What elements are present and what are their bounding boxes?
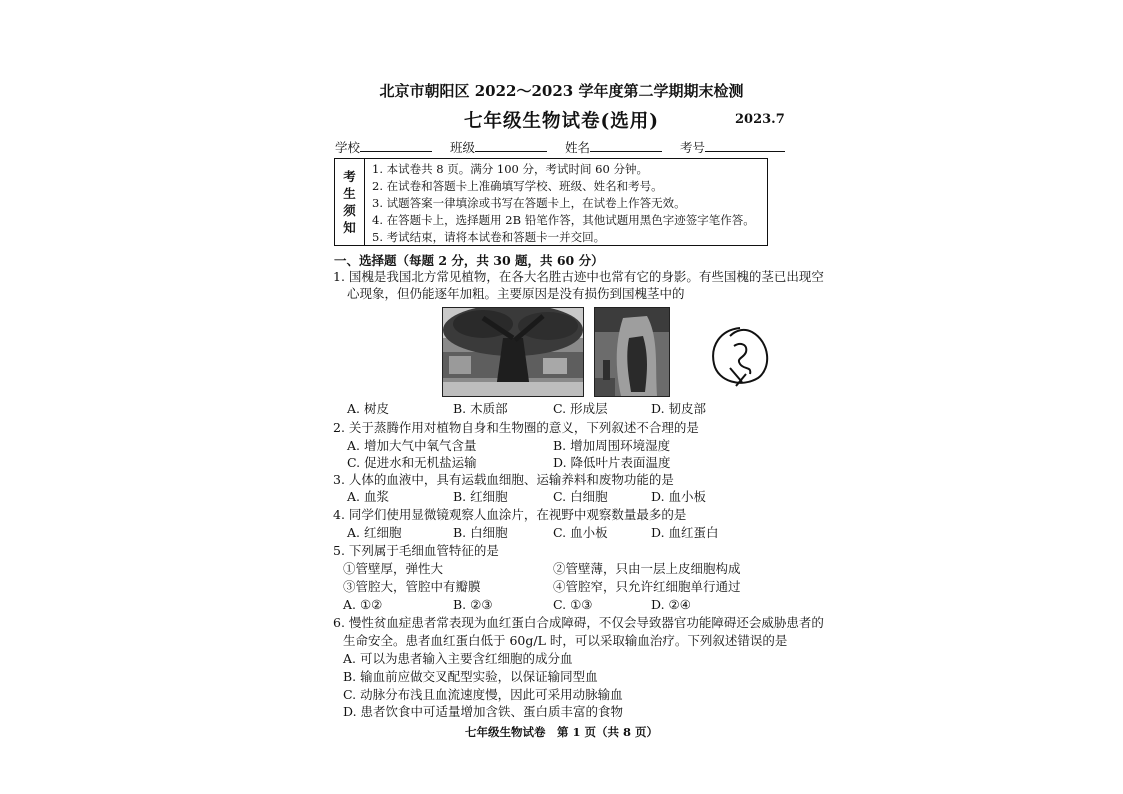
notice-side-label: 考 生 须 知 — [335, 159, 365, 245]
q4-option-b: B. 白细胞 — [453, 525, 508, 540]
notice-rule: 4. 在答题卡上，选择题用 2B 铅笔作答，其他试题用黑色字迹签字笔作答。 — [372, 213, 755, 227]
question-4-stem: 4. 同学们使用显微镜观察人血涂片，在视野中观察数量最多的是 — [333, 507, 687, 522]
q3-option-b: B. 红细胞 — [453, 489, 508, 504]
q3-option-d: D. 血小板 — [651, 489, 707, 504]
notice-rule: 1. 本试卷共 8 页。满分 100 分，考试时间 60 分钟。 — [372, 162, 648, 176]
notice-rule: 2. 在试卷和答题卡上准确填写学校、班级、姓名和考号。 — [372, 179, 663, 193]
exam-notice-box — [334, 158, 768, 246]
q6-option-a: A. 可以为患者输入主要含红细胞的成分血 — [343, 651, 573, 666]
question-5-stem: 5. 下列属于毛细血管特征的是 — [333, 543, 499, 558]
q6-option-c: C. 动脉分布浅且血流速度慢，因此可采用动脉输血 — [343, 687, 623, 702]
q1-option-d: D. 韧皮部 — [651, 401, 707, 416]
notice-rule: 3. 试题答案一律填涂或书写在答题卡上，在试卷上作答无效。 — [372, 196, 686, 210]
q5-option-a: A. ①② — [343, 597, 383, 612]
q5-item-3: ③管腔大，管腔中有瓣膜 — [343, 579, 481, 594]
exam-date: 2023.7 — [735, 112, 785, 127]
q4-option-a: A. 红细胞 — [347, 525, 402, 540]
q2-option-a: A. 增加大气中氧气含量 — [347, 438, 477, 453]
notice-rules — [372, 161, 755, 246]
question-6-stem: 6. 慢性贫血症患者常表现为血红蛋白合成障碍，不仅会导致器官功能障碍还会威胁患者的 — [333, 615, 824, 630]
q1-option-b: B. 木质部 — [453, 401, 508, 416]
name-label: 姓名 — [564, 140, 590, 155]
q5-item-4: ④管腔窄，只允许红细胞单行通过 — [553, 579, 741, 594]
q6-option-b: B. 输血前应做交叉配型实验，以保证输同型血 — [343, 669, 598, 684]
q2-option-b: B. 增加周围环境湿度 — [553, 438, 671, 453]
exam-title: 七年级生物试卷(选用) — [463, 111, 659, 132]
question-6-stem-cont: 生命安全。患者血红蛋白低于 60g/L 时，可以采取输血治疗。下列叙述错误的是 — [343, 633, 788, 648]
q5-item-2: ②管壁薄，只由一层上皮细胞构成 — [553, 561, 741, 576]
question-2-stem: 2. 关于蒸腾作用对植物自身和生物圈的意义，下列叙述不合理的是 — [333, 420, 699, 435]
handwritten-stamp — [706, 324, 776, 390]
q5-option-b: B. ②③ — [453, 597, 493, 612]
question-3-stem: 3. 人体的血液中，具有运载血细胞、运输养料和废物功能的是 — [333, 472, 674, 487]
section-title: 一、选择题（每题 2 分，共 30 题，共 60 分） — [334, 253, 604, 268]
school-blank — [360, 140, 432, 152]
class-label: 班级 — [449, 140, 475, 155]
q2-option-c: C. 促进水和无机盐运输 — [347, 455, 477, 470]
q1-option-c: C. 形成层 — [553, 401, 608, 416]
notice-rule: 5. 考试结束，请将本试卷和答题卡一并交回。 — [372, 230, 606, 244]
class-blank — [475, 140, 547, 152]
q1-option-a: A. 树皮 — [347, 401, 389, 416]
q5-option-d: D. ②④ — [651, 597, 691, 612]
number-label: 考号 — [679, 140, 705, 155]
q4-option-c: C. 血小板 — [553, 525, 608, 540]
q4-option-d: D. 血红蛋白 — [651, 525, 719, 540]
student-info-fields — [335, 138, 769, 156]
exam-header-line: 北京市朝阳区 2022～2023 学年度第二学期期末检测 — [379, 82, 744, 100]
q3-option-c: C. 白细胞 — [553, 489, 608, 504]
tree-photo-2 — [594, 307, 670, 397]
page-footer: 七年级生物试卷 第 1 页（共 8 页） — [464, 725, 659, 739]
school-label: 学校 — [335, 140, 361, 155]
q5-option-c: C. ①③ — [553, 597, 593, 612]
q5-item-1: ①管壁厚，弹性大 — [343, 561, 444, 576]
q6-option-d: D. 患者饮食中可适量增加含铁、蛋白质丰富的食物 — [343, 704, 624, 719]
number-blank — [705, 140, 785, 152]
name-blank — [590, 140, 662, 152]
question-1-stem: 1. 国槐是我国北方常见植物，在各大名胜古迹中也常有它的身影。有些国槐的茎已出现空 — [333, 269, 824, 284]
tree-photo-1 — [442, 307, 584, 397]
q2-option-d: D. 降低叶片表面温度 — [553, 455, 671, 470]
question-1-stem-cont: 心现象，但仍能逐年加粗。主要原因是没有损伤到国槐茎中的 — [347, 286, 685, 301]
q3-option-a: A. 血浆 — [347, 489, 389, 504]
